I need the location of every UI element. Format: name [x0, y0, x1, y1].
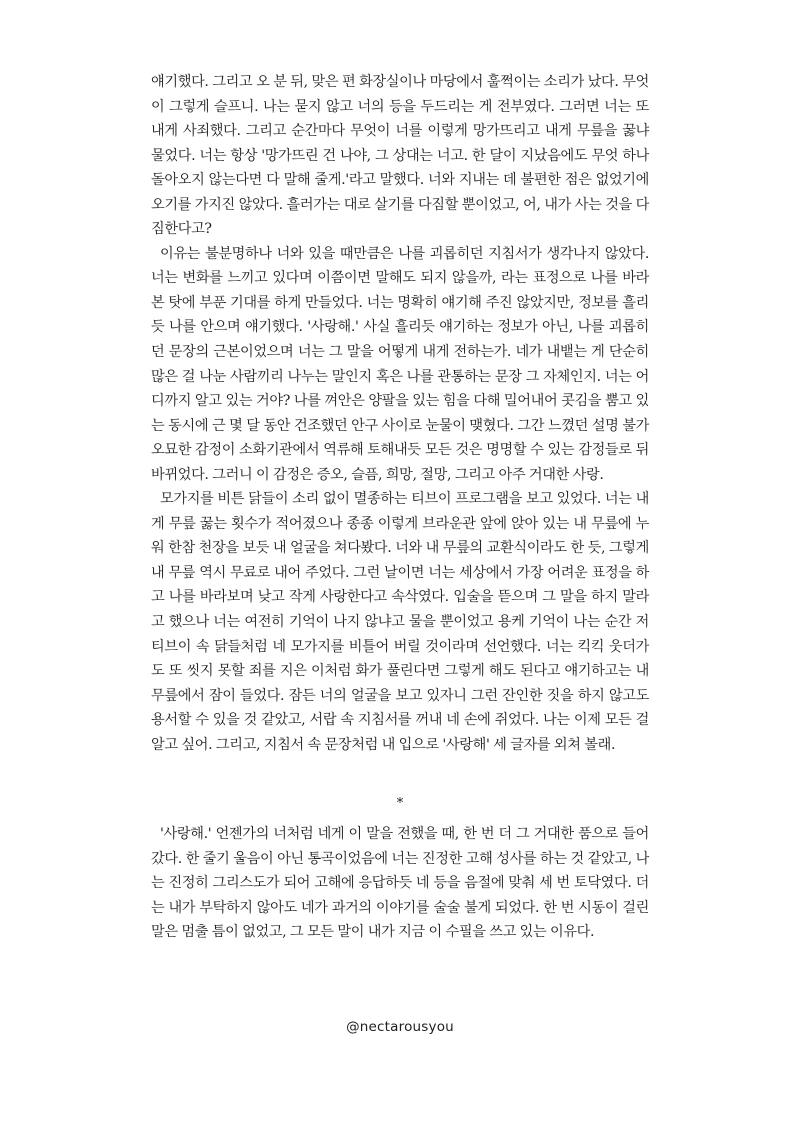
essay-main-text	[151, 70, 649, 757]
paragraph-closing: '사랑해.' 언젠가의 너처럼 네게 이 말을 전했을 때, 한 번 더 그 거대한 품으로 들어갔다. 한 줄기 울음이 아닌 통곡이었음에 너는 진정한 고해 성사를 하는 것 같았고, 나는 진정히 그리스도가 되어 고해에 응답하듯 네 등을 음절에 맞춰 세 번 토닥였다. 더는 내가 부탁하지 않아도 네가 과거의 이야기를 술술 불게 되었다. 한 번 시동이 걸린 말은 멈출 틈이 없었고, 그 모든 말이 내가 지금 이 수필을 쓰고 있는 이유다.	[151, 826, 649, 941]
paragraph-1: 얘기했다. 그리고 오 분 뒤, 맞은 편 화장실이나 마당에서 훌쩍이는 소리가 났다. 무엇이 그렇게 슬프니. 나는 묻지 않고 너의 등을 두드리는 게 전부였다. 그러면 너는 또 내게 사죄했다. 그리고 순간마다 무엇이 너를 이렇게 망가뜨리고 내게 무릎을 꿇냐 물었다. 너는 항상 '망가뜨린 건 나야, 그 상대는 너고. 한 달이 지났음에도 무엇 하나 돌아오지 않는다면 다 말해 줄게.'라고 말했다. 너와 지내는 데 불편한 점은 없었기에 오기를 가지진 않았다. 흘러가는 대로 살기를 다짐할 뿐이었고, 어, 내가 사는 것을 다짐한다고?	[151, 74, 649, 238]
author-handle: @nectarousyou	[346, 1019, 454, 1035]
essay-closing-text	[151, 822, 649, 945]
paragraph-3: 모가지를 비튼 닭들이 소리 없이 멸종하는 티브이 프로그램을 보고 있었다. 너는 내게 무릎 꿇는 횟수가 적어졌으나 종종 이렇게 브라운관 앞에 앉아 있는 내 무릎에 누워 한참 천장을 보듯 내 얼굴을 쳐다봤다. 너와 내 무릎의 교환식이라도 한 듯, 그렇게 내 무릎 역시 무료로 내어 주었다. 그런 날이면 너는 세상에서 가장 어려운 표정을 하고 나를 바라보며 낮고 작게 사랑한다고 속삭였다. 입술을 뜯으며 그 말을 하지 말라고 했으나 너는 여전히 기억이 나지 않냐고 물을 뿐이었고 용케 기억이 나는 순간 저 티브이 속 닭들처럼 네 모가지를 비틀어 버릴 것이라며 선언했다. 너는 킥킥 웃더가도 또 씻지 못할 죄를 지은 이처럼 화가 풀린다면 그렇게 해도 된다고 얘기하고는 내 무릎에서 잠이 들었다. 잠든 너의 얼굴을 보고 있자니 그런 잔인한 짓을 하지 않고도 용서할 수 있을 것 같았고, 서랍 속 지침서를 꺼내 네 손에 쥐었다. 나는 이제 모든 걸 알고 싶어. 그리고, 지침서 속 문장처럼 내 입으로 '사랑해' 세 글자를 외쳐 볼래.	[151, 491, 649, 753]
section-divider: *	[396, 796, 404, 811]
paragraph-2: 이유는 불분명하나 너와 있을 때만큼은 나를 괴롭히던 지침서가 생각나지 않았다. 너는 변화를 느끼고 있다며 이쯤이면 말해도 되지 않을까, 라는 표정으로 나를 바라본 탓에 부푼 기대를 하게 만들었다. 너는 명확히 얘기해 주진 않았지만, 정보를 흘리듯 나를 안으며 얘기했다. '사랑해.' 사실 흘리듯 얘기하는 정보가 아닌, 나를 괴롭히던 문장의 근본이었으며 너는 그 말을 어떻게 내게 전하는가. 네가 내뱉는 게 단순히 많은 걸 나눈 사람끼리 나누는 말인지 혹은 나를 관통하는 문장 그 자체인지. 너는 어디까지 알고 있는 거야? 나를 껴안은 양팔을 있는 힘을 다해 밀어내어 콧김을 뿜고 있는 동시에 근 몇 달 동안 건조했던 안구 사이로 눈물이 맺혔다. 그간 느꼈던 설명 불가 오묘한 감정이 소화기관에서 역류해 토해내듯 모든 것은 명명할 수 있는 감정들로 뒤바뀌었다. 그러니 이 감정은 증오, 슬픔, 희망, 절망, 그리고 아주 거대한 사랑.	[151, 245, 649, 483]
